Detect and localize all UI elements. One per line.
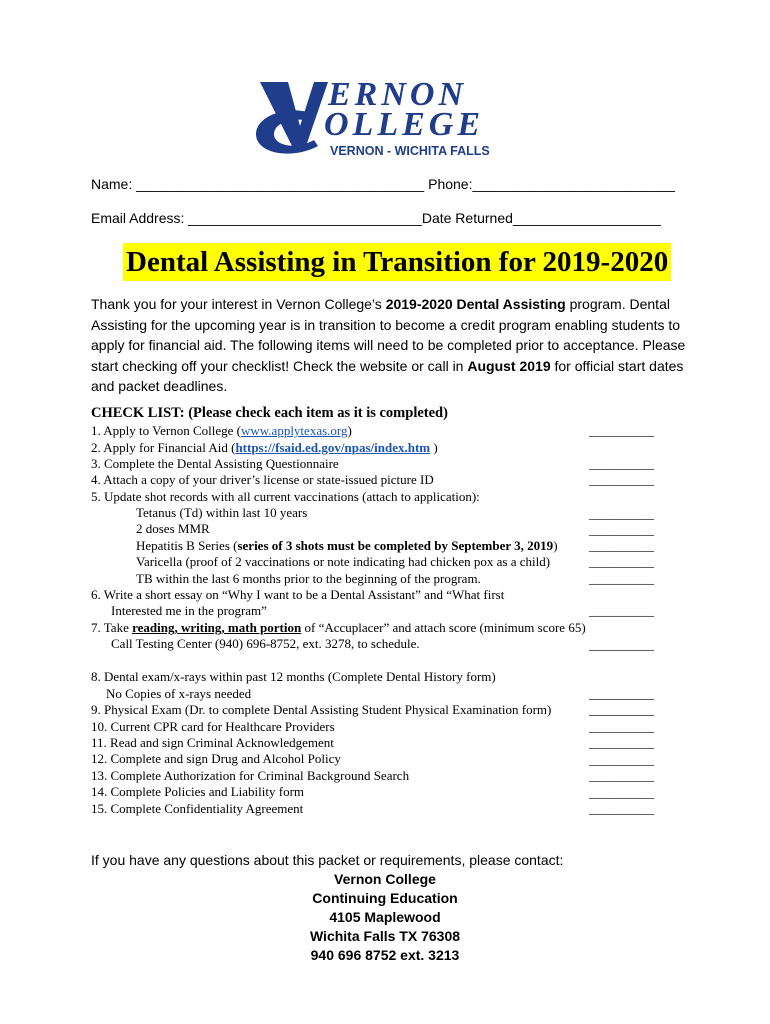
checklist-blank[interactable]: __________ (589, 506, 654, 521)
fsaid-link[interactable]: https://fsaid.ed.gov/npas/index.htm (235, 440, 431, 455)
vernon-college-logo (248, 74, 520, 166)
checklist-item-5c (136, 538, 558, 554)
checklist-item-13: 13. Complete Authorization for Criminal Background Search (91, 768, 410, 783)
checklist-item-5: 5. Update shot records with all current vaccinations (attach to application): (91, 489, 480, 504)
checklist-blank[interactable]: __________ (589, 719, 654, 734)
intro-paragraph (91, 294, 691, 397)
contact-city: Wichita Falls TX 76308 (309, 928, 461, 944)
checklist-blank[interactable]: __________ (589, 423, 654, 438)
page-title: Dental Assisting in Transition for 2019-2020 (123, 243, 671, 281)
checklist-item-2 (91, 440, 438, 456)
checklist-blank[interactable]: __________ (589, 522, 654, 537)
applytexas-link[interactable]: www.applytexas.org (240, 423, 348, 438)
contact-street: 4105 Maplewood (329, 909, 441, 925)
item-7-rest: of “Accuplacer” and attach score (minimum score 65) (301, 620, 586, 635)
checklist-item-7 (91, 620, 586, 636)
checklist-item-5b: 2 doses MMR (136, 521, 210, 536)
checklist-blank[interactable]: __________ (589, 735, 654, 750)
checklist-blank[interactable]: __________ (589, 538, 654, 553)
contact-department: Continuing Education (312, 890, 458, 906)
checklist-blank[interactable]: __________ (589, 752, 654, 767)
contact-intro: If you have any questions about this packet or requirements, please contact: (91, 852, 564, 868)
contact-org: Vernon College (334, 871, 436, 887)
checklist-blank[interactable]: __________ (589, 801, 654, 816)
email-date-field[interactable]: Email Address: ______________________________Date Returned___________________ (91, 210, 661, 226)
intro-text-2: program. Dental Assisting for the upcoming year is in transition to become a credit program enabling students to apply for financial aid. The following items will need to be completed prior to acceptance. Please start checking off your checklist! Check the website or call in (91, 296, 686, 374)
checklist-blank[interactable]: __________ (589, 554, 654, 569)
item-5c-close: ) (553, 538, 558, 553)
checklist-item-5e: TB within the last 6 months prior to the beginning of the program. (136, 571, 481, 586)
item-1-text: 1. Apply to Vernon College ( (91, 423, 241, 438)
checklist-item-7-cont: Call Testing Center (940) 696-8752, ext. 3278, to schedule. (111, 636, 420, 651)
intro-text-1: Thank you for your interest in Vernon College’s (91, 296, 386, 312)
logo-tagline: VERNON - WICHITA FALLS (330, 144, 490, 158)
name-phone-field[interactable]: Name: _____________________________________ Phone:__________________________ (91, 176, 675, 192)
checklist-blank[interactable]: __________ (589, 785, 654, 800)
checklist-blank[interactable]: __________ (589, 456, 654, 471)
checklist-item-9: 9. Physical Exam (Dr. to complete Dental Assisting Student Physical Examination form) (91, 702, 552, 717)
intro-bold-program: 2019-2020 Dental Assisting (385, 296, 566, 312)
intro-text-3: for official start dates and packet deadlines. (91, 357, 684, 394)
checklist-item-4: 4. Attach a copy of your driver’s license or state-issued picture ID (91, 472, 434, 487)
checklist-item-3: 3. Complete the Dental Assisting Questionnaire (91, 456, 339, 471)
checklist-item-11: 11. Read and sign Criminal Acknowledgement (91, 735, 334, 750)
item-5c-text: Hepatitis B Series ( (136, 538, 238, 553)
checklist-blank[interactable]: __________ (589, 686, 654, 701)
checklist-blank[interactable]: __________ (589, 571, 654, 586)
checklist-item-8: 8. Dental exam/x-rays within past 12 months (Complete Dental History form) (91, 669, 496, 684)
checklist-heading: CHECK LIST: (Please check each item as it is completed) (91, 405, 448, 421)
checklist-item-6-cont: Interested me in the program” (111, 603, 267, 618)
item-2-close: ) (430, 440, 438, 455)
intro-bold-date: August 2019 (467, 357, 551, 374)
logo-line-college: OLLEGE (324, 106, 484, 143)
checklist-blank[interactable]: __________ (589, 768, 654, 783)
checklist-item-12: 12. Complete and sign Drug and Alcohol Policy (91, 751, 341, 766)
checklist-blank[interactable]: __________ (589, 472, 654, 487)
checklist-item-14: 14. Complete Policies and Liability form (91, 784, 305, 799)
contact-phone: 940 696 8752 ext. 3213 (310, 947, 460, 963)
checklist-item-10: 10. Current CPR card for Healthcare Providers (91, 719, 335, 734)
checklist-blank[interactable]: __________ (589, 637, 654, 652)
item-7-bold: reading, writing, math portion (132, 620, 302, 635)
checklist-item-5d: Varicella (proof of 2 vaccinations or note indicating had chicken pox as a child) (136, 554, 551, 569)
item-5c-bold: series of 3 shots must be completed by September 3, 2019 (237, 538, 554, 553)
checklist-blank[interactable]: __________ (589, 603, 654, 618)
item-1-close: ) (347, 423, 352, 438)
checklist-item-15: 15. Complete Confidentiality Agreement (91, 801, 304, 816)
logo-line-vernon: ERNON (328, 76, 468, 113)
checklist-item-5a: Tetanus (Td) within last 10 years (136, 505, 308, 520)
checklist-item-6: 6. Write a short essay on “Why I want to be a Dental Assistant” and “What first (91, 587, 505, 602)
checklist-item-1 (91, 423, 352, 439)
item-2-text: 2. Apply for Financial Aid ( (91, 440, 236, 455)
checklist-item-8-cont: No Copies of x-rays needed (106, 686, 252, 701)
checklist-blank[interactable]: __________ (589, 702, 654, 717)
item-7-text: 7. Take (91, 620, 133, 635)
